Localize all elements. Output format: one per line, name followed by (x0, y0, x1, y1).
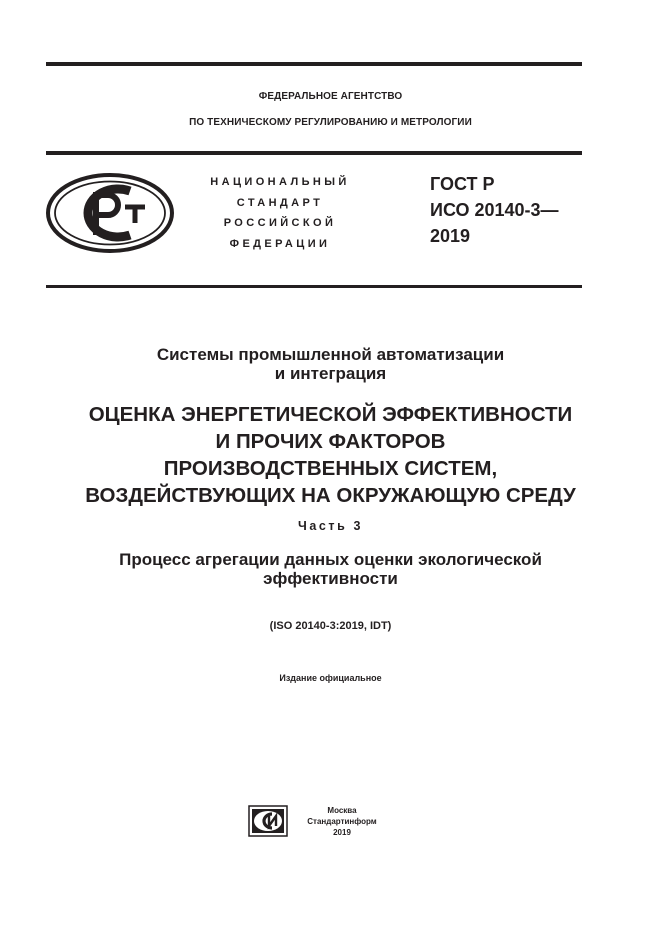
national-standard-line-2: СТАНДАРТ (236, 196, 324, 209)
edition-label: Издание официальное (279, 673, 382, 683)
series-title (0, 345, 661, 383)
publisher-block (297, 805, 387, 838)
top-rule (46, 62, 582, 66)
national-standard-line-1: НАЦИОНАЛЬНЫЙ (210, 176, 350, 188)
gost-r-pct-logo-icon (44, 171, 176, 255)
publisher-city: Москва (327, 806, 357, 815)
national-standard-line-4: ФЕДЕРАЦИИ (229, 237, 331, 250)
main-title-line-1: ОЦЕНКА ЭНЕРГЕТИЧЕСКОЙ ЭФФЕКТИВНОСТИ (88, 403, 573, 426)
standartinform-logo-icon (248, 805, 288, 837)
publisher-year: 2019 (333, 828, 351, 837)
series-title-line-2: и интеграция (274, 364, 387, 383)
part-label: Часть 3 (297, 519, 364, 533)
header-bottom-rule (46, 151, 582, 155)
agency-line-1: ФЕДЕРАЛЬНОЕ АГЕНТСТВО (258, 91, 403, 102)
subtitle-line-1: Процесс агрегации данных оценки экологической (119, 550, 542, 569)
main-title-line-2: И ПРОЧИХ ФАКТОРОВ (215, 430, 446, 453)
designation-line-2: ИСО 20140-3— (430, 200, 559, 220)
main-title-line-3: ПРОИЗВОДСТВЕННЫХ СИСТЕМ, (163, 457, 498, 480)
designation-line-1: ГОСТ Р (430, 174, 495, 194)
title-block-rule (46, 285, 582, 288)
designation-line-3: 2019 (430, 226, 471, 246)
standard-designation (430, 171, 559, 249)
publisher-name: Стандартинформ (307, 817, 377, 826)
agency-line-2: ПО ТЕХНИЧЕСКОМУ РЕГУЛИРОВАНИЮ И МЕТРОЛОГИИ (189, 117, 472, 128)
main-title-line-4: ВОЗДЕЙСТВУЮЩИХ НА ОКРУЖАЮЩУЮ СРЕДУ (85, 484, 576, 507)
subtitle (0, 550, 661, 588)
national-standard-line-3: РОССИЙСКОЙ (223, 217, 337, 229)
subtitle-line-2: эффективности (263, 569, 398, 588)
series-title-line-1: Системы промышленной автоматизации (156, 345, 505, 364)
iso-reference: (ISO 20140-3:2019, IDT) (269, 620, 392, 632)
national-standard-block (195, 172, 365, 254)
main-title (0, 401, 661, 509)
